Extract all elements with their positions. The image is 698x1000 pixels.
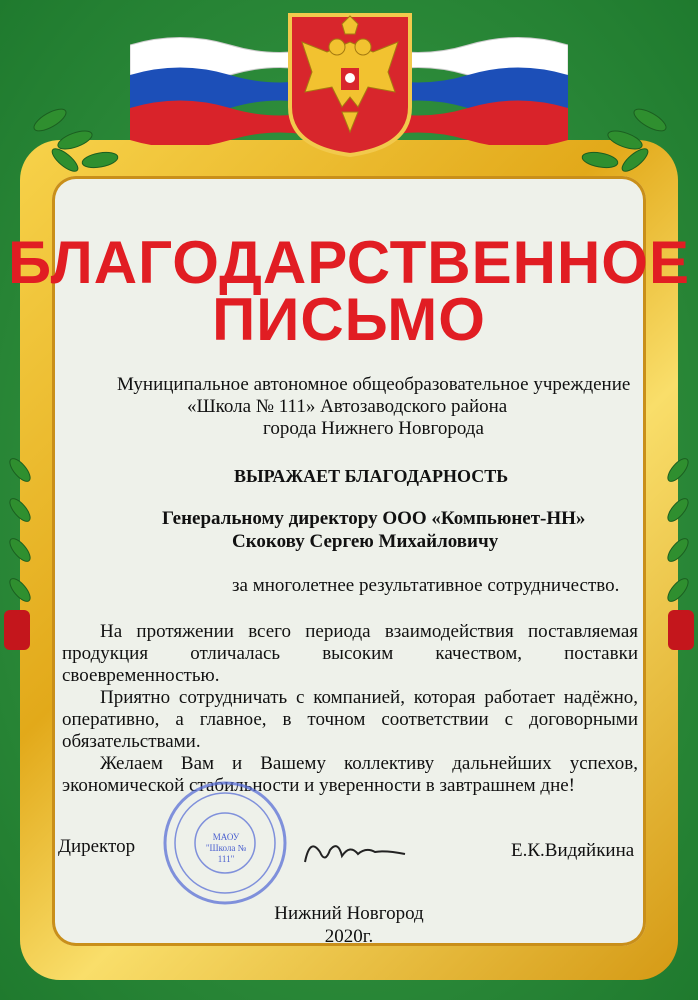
reason-text: за многолетнее результативное сотрудничество.	[232, 575, 620, 596]
stamp-text: МАОУ "Школа № 111"	[205, 832, 247, 864]
document-title-line2: ПИСЬМО	[212, 286, 486, 353]
institution-line3: города Нижнего Новгорода	[263, 418, 484, 439]
laurel-left-side-icon	[0, 440, 40, 660]
body-line4: Приятно сотрудничать с компанией, которая работает надёжно,	[100, 687, 638, 708]
body-line8: экономической стабильности и уверенности в завтрашнем дне!	[62, 775, 576, 796]
institution-line2: «Школа № 111» Автозаводского района	[187, 396, 508, 417]
signer-role: Директор	[58, 836, 136, 857]
body-line6: обязательствами.	[62, 731, 201, 752]
city: Нижний Новгород	[274, 903, 424, 924]
body-line3: своевременностью.	[62, 665, 220, 686]
year: 2020г.	[324, 926, 374, 947]
laurel-right-top-icon	[560, 90, 680, 200]
document-title-line1: БЛАГОДАРСТВЕННОЕ	[8, 229, 690, 296]
institution-line1: Муниципальное автономное общеобразовательное учреждение	[117, 374, 631, 395]
recipient-line1: Генеральному директору ООО «Компьюнет-НН»	[162, 508, 586, 529]
signer-name: Е.К.Видяйкина	[511, 840, 635, 861]
signature-icon	[300, 832, 410, 872]
body-line5: оперативно, а главное, в точном соответствии с договорными	[62, 709, 638, 730]
expresses-gratitude: ВЫРАЖАЕТ БЛАГОДАРНОСТЬ	[234, 466, 509, 486]
laurel-right-side-icon	[658, 440, 698, 660]
body-line1: На протяжении всего периода взаимодействия поставляемая	[100, 621, 638, 642]
body-line2: продукция отличалась высоким качеством, поставки	[62, 643, 638, 664]
body-line7: Желаем Вам и Вашему коллективу дальнейших успехов,	[100, 753, 638, 774]
coat-of-arms-icon	[287, 12, 413, 157]
recipient-line2: Скокову Сергею Михайловичу	[232, 531, 499, 552]
laurel-left-top-icon	[20, 90, 140, 200]
